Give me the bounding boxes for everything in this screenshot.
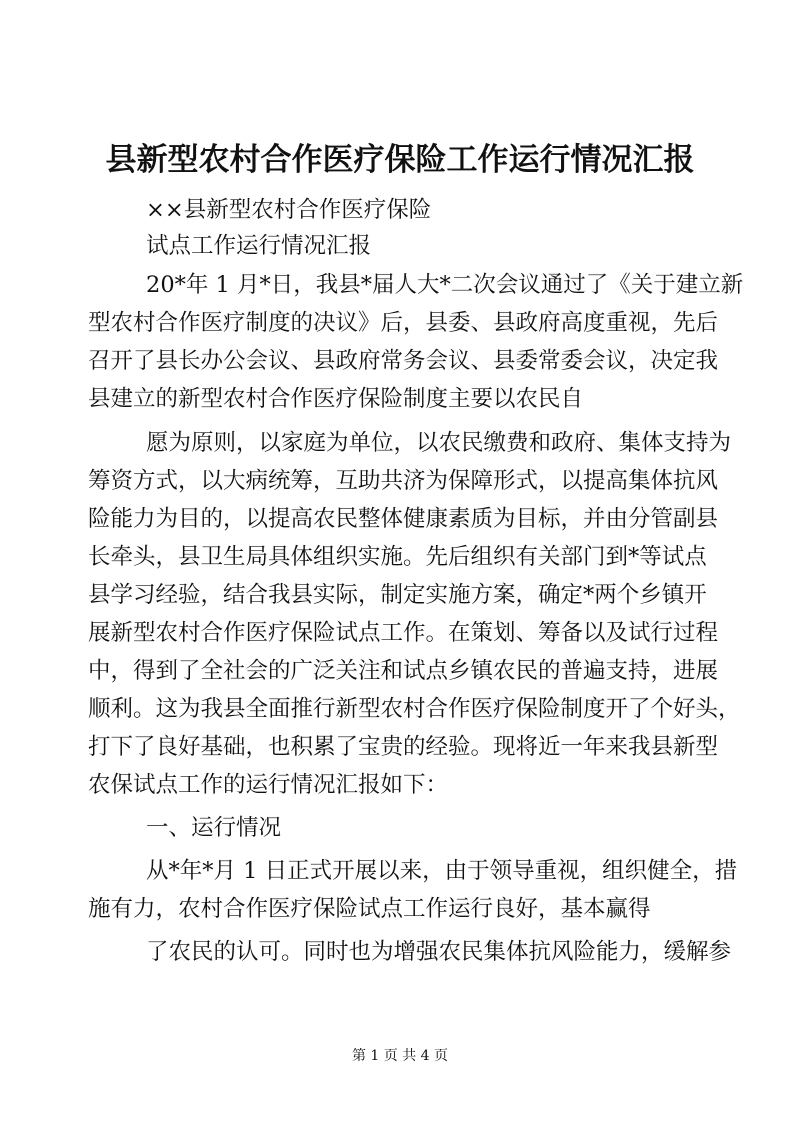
page-number: 第 1 页 共 4 页 — [351, 1048, 449, 1064]
text-line: 县学习经验，结合我县实际，制定实施方案，确定*两个乡镇开 — [88, 582, 707, 608]
text-line: 顺利。这为我县全面推行新型农村合作医疗保险制度开了个好头， — [88, 696, 741, 722]
document-title: 县新型农村合作医疗保险工作运行情况汇报 — [105, 142, 695, 178]
text-line: 试点工作运行情况汇报 — [146, 233, 372, 259]
text-line: 愿为原则，以家庭为单位，以农民缴费和政府、集体支持为 — [146, 430, 732, 456]
text-line: 20*年 1 月*日，我县*届人大*二次会议通过了《关于建立新 — [146, 272, 744, 298]
text-line: 展新型农村合作医疗保险试点工作。在策划、筹备以及试行过程 — [88, 620, 719, 646]
text-line: 型农村合作医疗制度的决议》后，县委、县政府高度重视，先后 — [88, 310, 719, 336]
text-line: 长牵头，县卫生局具体组织实施。先后组织有关部门到*等试点 — [88, 544, 707, 570]
text-line: 筹资方式，以大病统筹，互助共济为保障形式，以提高集体抗风 — [88, 468, 719, 494]
text-line: 打下了良好基础，也积累了宝贵的经验。现将近一年来我县新型 — [88, 734, 719, 760]
text-line: 县建立的新型农村合作医疗保险制度主要以农民自 — [88, 386, 584, 412]
text-line: 险能力为目的，以提高农民整体健康素质为目标，并由分管副县 — [88, 506, 719, 532]
text-line: 了农民的认可。同时也为增强农民集体抗风险能力，缓解参 — [146, 939, 732, 965]
section-heading: 一、运行情况 — [146, 815, 282, 841]
text-line: ××县新型农村合作医疗保险 — [146, 197, 432, 223]
text-line: 农保试点工作的运行情况汇报如下： — [88, 772, 449, 798]
text-line: 中，得到了全社会的广泛关注和试点乡镇农民的普遍支持，进展 — [88, 658, 719, 684]
text-line: 从*年*月 1 日正式开展以来，由于领导重视，组织健全，措 — [146, 858, 738, 884]
text-line: 施有力，农村合作医疗保险试点工作运行良好，基本赢得 — [88, 896, 651, 922]
text-line: 召开了县长办公会议、县政府常务会议、县委常委会议，决定我 — [88, 348, 719, 374]
